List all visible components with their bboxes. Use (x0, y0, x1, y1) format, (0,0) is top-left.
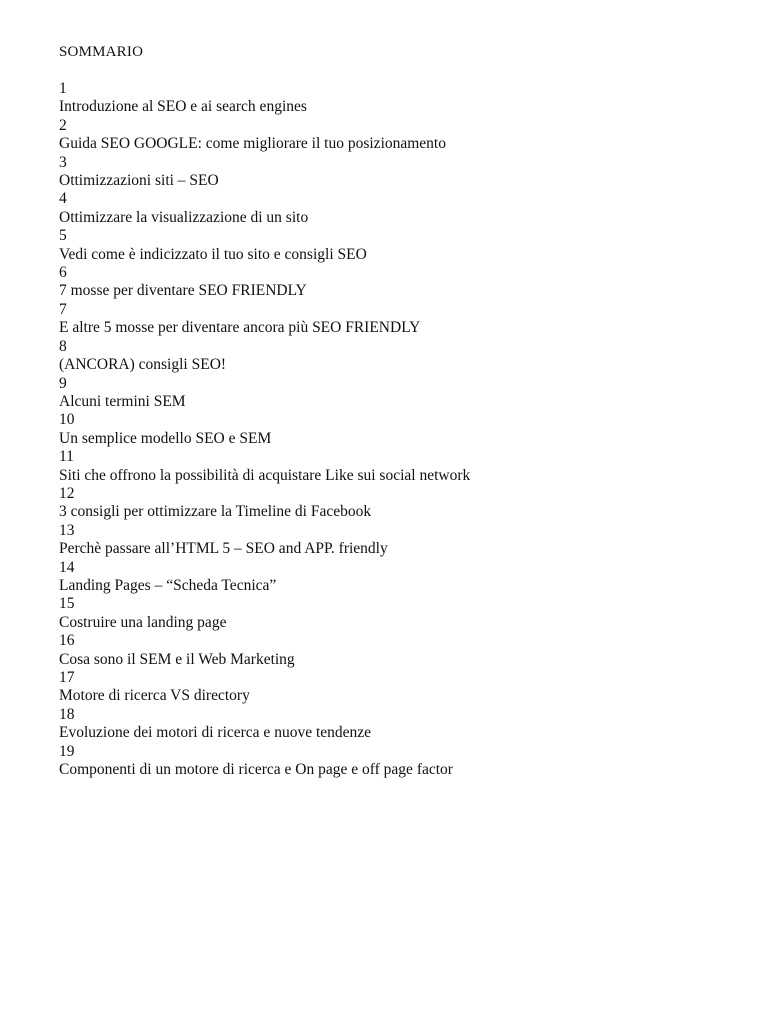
toc-entry-title[interactable]: Alcuni termini SEM (59, 392, 186, 410)
toc-entry-title[interactable]: Perchè passare all’HTML 5 – SEO and APP. friendly (59, 540, 388, 558)
toc-entry-number: 11 (59, 448, 74, 466)
toc-entry[interactable] (59, 669, 739, 706)
toc-entry-title[interactable]: Un semplice modello SEO e SEM (59, 429, 272, 447)
toc-entry-number: 8 (59, 337, 67, 355)
toc-entry-number: 13 (59, 521, 75, 539)
toc-entry-number: 18 (59, 705, 75, 723)
toc-entry[interactable] (59, 264, 739, 301)
toc-entry-number: 1 (59, 80, 67, 97)
toc-entry-title[interactable]: Ottimizzare la visualizzazione di un sito (59, 208, 309, 226)
toc-entry-number: 4 (59, 190, 67, 208)
toc-entry-title[interactable]: Introduzione al SEO e ai search engines (59, 98, 307, 116)
toc-entry[interactable] (59, 448, 739, 485)
toc-entry[interactable] (59, 595, 739, 632)
toc-entry-number: 17 (59, 669, 75, 686)
toc-entry[interactable] (59, 522, 739, 559)
toc-entry-title[interactable]: Motore di ricerca VS directory (59, 687, 250, 705)
toc-entry[interactable] (59, 117, 739, 154)
toc-entry[interactable] (59, 706, 739, 743)
toc-entry[interactable] (59, 411, 739, 448)
toc-entry[interactable] (59, 154, 739, 191)
toc-entry[interactable] (59, 632, 739, 669)
toc-entry-number: 3 (59, 153, 67, 171)
toc-entry-number: 5 (59, 227, 67, 245)
toc-entry-title[interactable]: Guida SEO GOOGLE: come migliorare il tuo posizionamento (59, 135, 446, 153)
toc-entry[interactable] (59, 485, 739, 522)
toc-entry-title[interactable]: Landing Pages – “Scheda Tecnica” (59, 576, 277, 594)
toc-entry-title[interactable]: 3 consigli per ottimizzare la Timeline di Facebook (59, 503, 372, 521)
toc-entry[interactable] (59, 301, 739, 338)
toc-entry-number: 19 (59, 742, 75, 760)
toc-entry-title[interactable]: Componenti di un motore di ricerca e On page e off page factor (59, 761, 453, 779)
toc-entry[interactable] (59, 375, 739, 412)
toc-entry-number: 9 (59, 374, 67, 392)
page-title: SOMMARIO (59, 44, 144, 60)
toc-entry-title[interactable]: 7 mosse per diventare SEO FRIENDLY (59, 282, 307, 300)
toc-entry-number: 16 (59, 632, 75, 650)
table-of-contents (59, 80, 739, 779)
toc-entry-number: 6 (59, 264, 67, 282)
toc-entry[interactable] (59, 190, 739, 227)
toc-entry-title[interactable]: Cosa sono il SEM e il Web Marketing (59, 650, 295, 668)
toc-entry-title[interactable]: (ANCORA) consigli SEO! (59, 356, 227, 374)
toc-entry-number: 14 (59, 558, 75, 576)
toc-entry-title[interactable]: Siti che offrono la possibilità di acquistare Like sui social network (59, 466, 471, 484)
toc-entry[interactable] (59, 743, 739, 780)
toc-entry-number: 12 (59, 484, 75, 502)
toc-entry[interactable] (59, 338, 739, 375)
toc-entry-title[interactable]: Ottimizzazioni siti – SEO (59, 172, 219, 190)
toc-entry-title[interactable]: Costruire una landing page (59, 613, 227, 631)
toc-entry[interactable] (59, 80, 739, 117)
toc-entry[interactable] (59, 227, 739, 264)
toc-entry-title[interactable]: Vedi come è indicizzato il tuo sito e consigli SEO (59, 245, 367, 263)
toc-entry-number: 10 (59, 411, 75, 429)
toc-entry-title[interactable]: E altre 5 mosse per diventare ancora più SEO FRIENDLY (59, 319, 421, 337)
toc-entry-number: 2 (59, 116, 67, 134)
toc-entry-number: 15 (59, 595, 75, 613)
toc-entry-number: 7 (59, 300, 67, 318)
toc-entry-title[interactable]: Evoluzione dei motori di ricerca e nuove tendenze (59, 724, 372, 742)
toc-entry[interactable] (59, 559, 739, 596)
